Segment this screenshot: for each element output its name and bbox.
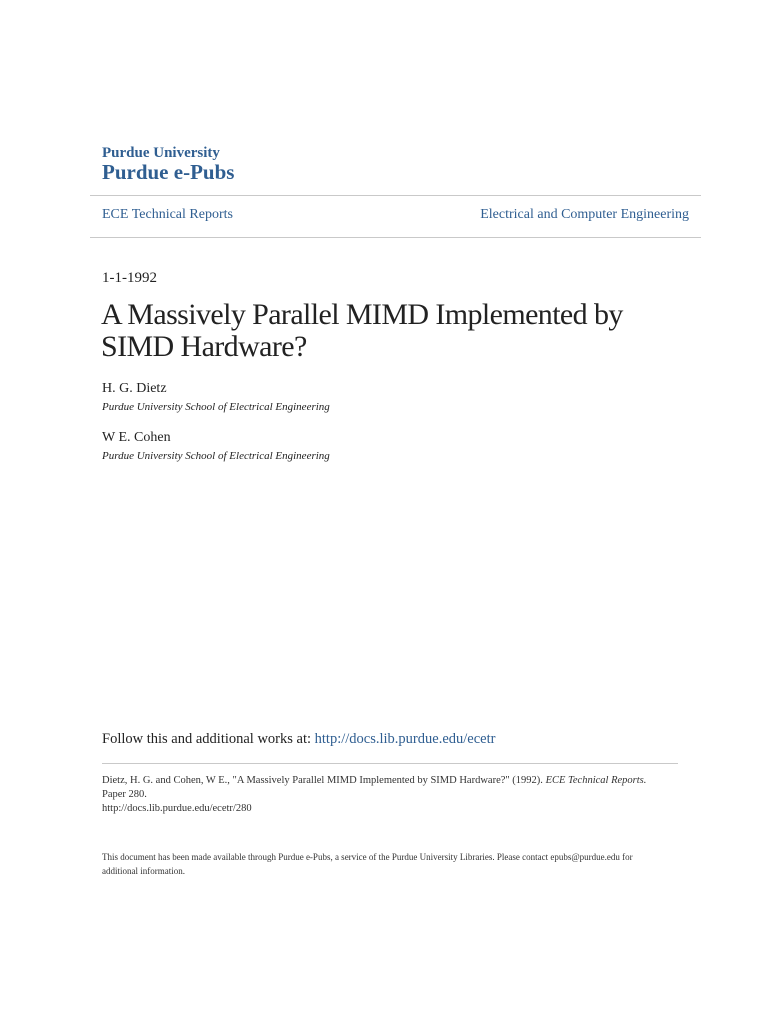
publication-date: 1-1-1992 <box>102 270 157 286</box>
author-name[interactable]: W E. Cohen <box>102 430 171 445</box>
electrical-computer-engineering-link[interactable]: Electrical and Computer Engineering <box>480 207 689 222</box>
citation-paper: Paper 280. <box>102 789 147 800</box>
university-name: Purdue University <box>102 145 220 161</box>
follow-url-link[interactable]: http://docs.lib.purdue.edu/ecetr <box>314 731 496 747</box>
nav-divider <box>90 237 701 238</box>
citation-url[interactable]: http://docs.lib.purdue.edu/ecetr/280 <box>102 803 252 814</box>
ece-technical-reports-link[interactable]: ECE Technical Reports <box>102 207 233 222</box>
citation-text: Dietz, H. G. and Cohen, W E., "A Massively Parallel MIMD Implemented by SIMD Hardware?" (1992). <box>102 775 543 786</box>
availability-notice: This document has been made available through Purdue e-Pubs, a service of the Purdue University Libraries. Please contact epubs@purdue.edu for additional information. <box>102 852 633 876</box>
follow-works-line <box>102 731 495 748</box>
footer-divider <box>102 763 678 764</box>
follow-label: Follow this and additional works at: <box>102 731 312 747</box>
author-name[interactable]: H. G. Dietz <box>102 381 167 396</box>
header-divider <box>90 195 701 196</box>
repository-name[interactable]: Purdue e-Pubs <box>102 160 235 184</box>
author-affiliation: Purdue University School of Electrical Engineering <box>102 401 330 413</box>
author-affiliation: Purdue University School of Electrical Engineering <box>102 450 330 462</box>
document-title: A Massively Parallel MIMD Implemented by SIMD Hardware? <box>101 298 623 363</box>
recommended-citation <box>102 774 667 816</box>
citation-series: ECE Technical Reports. <box>545 775 647 786</box>
